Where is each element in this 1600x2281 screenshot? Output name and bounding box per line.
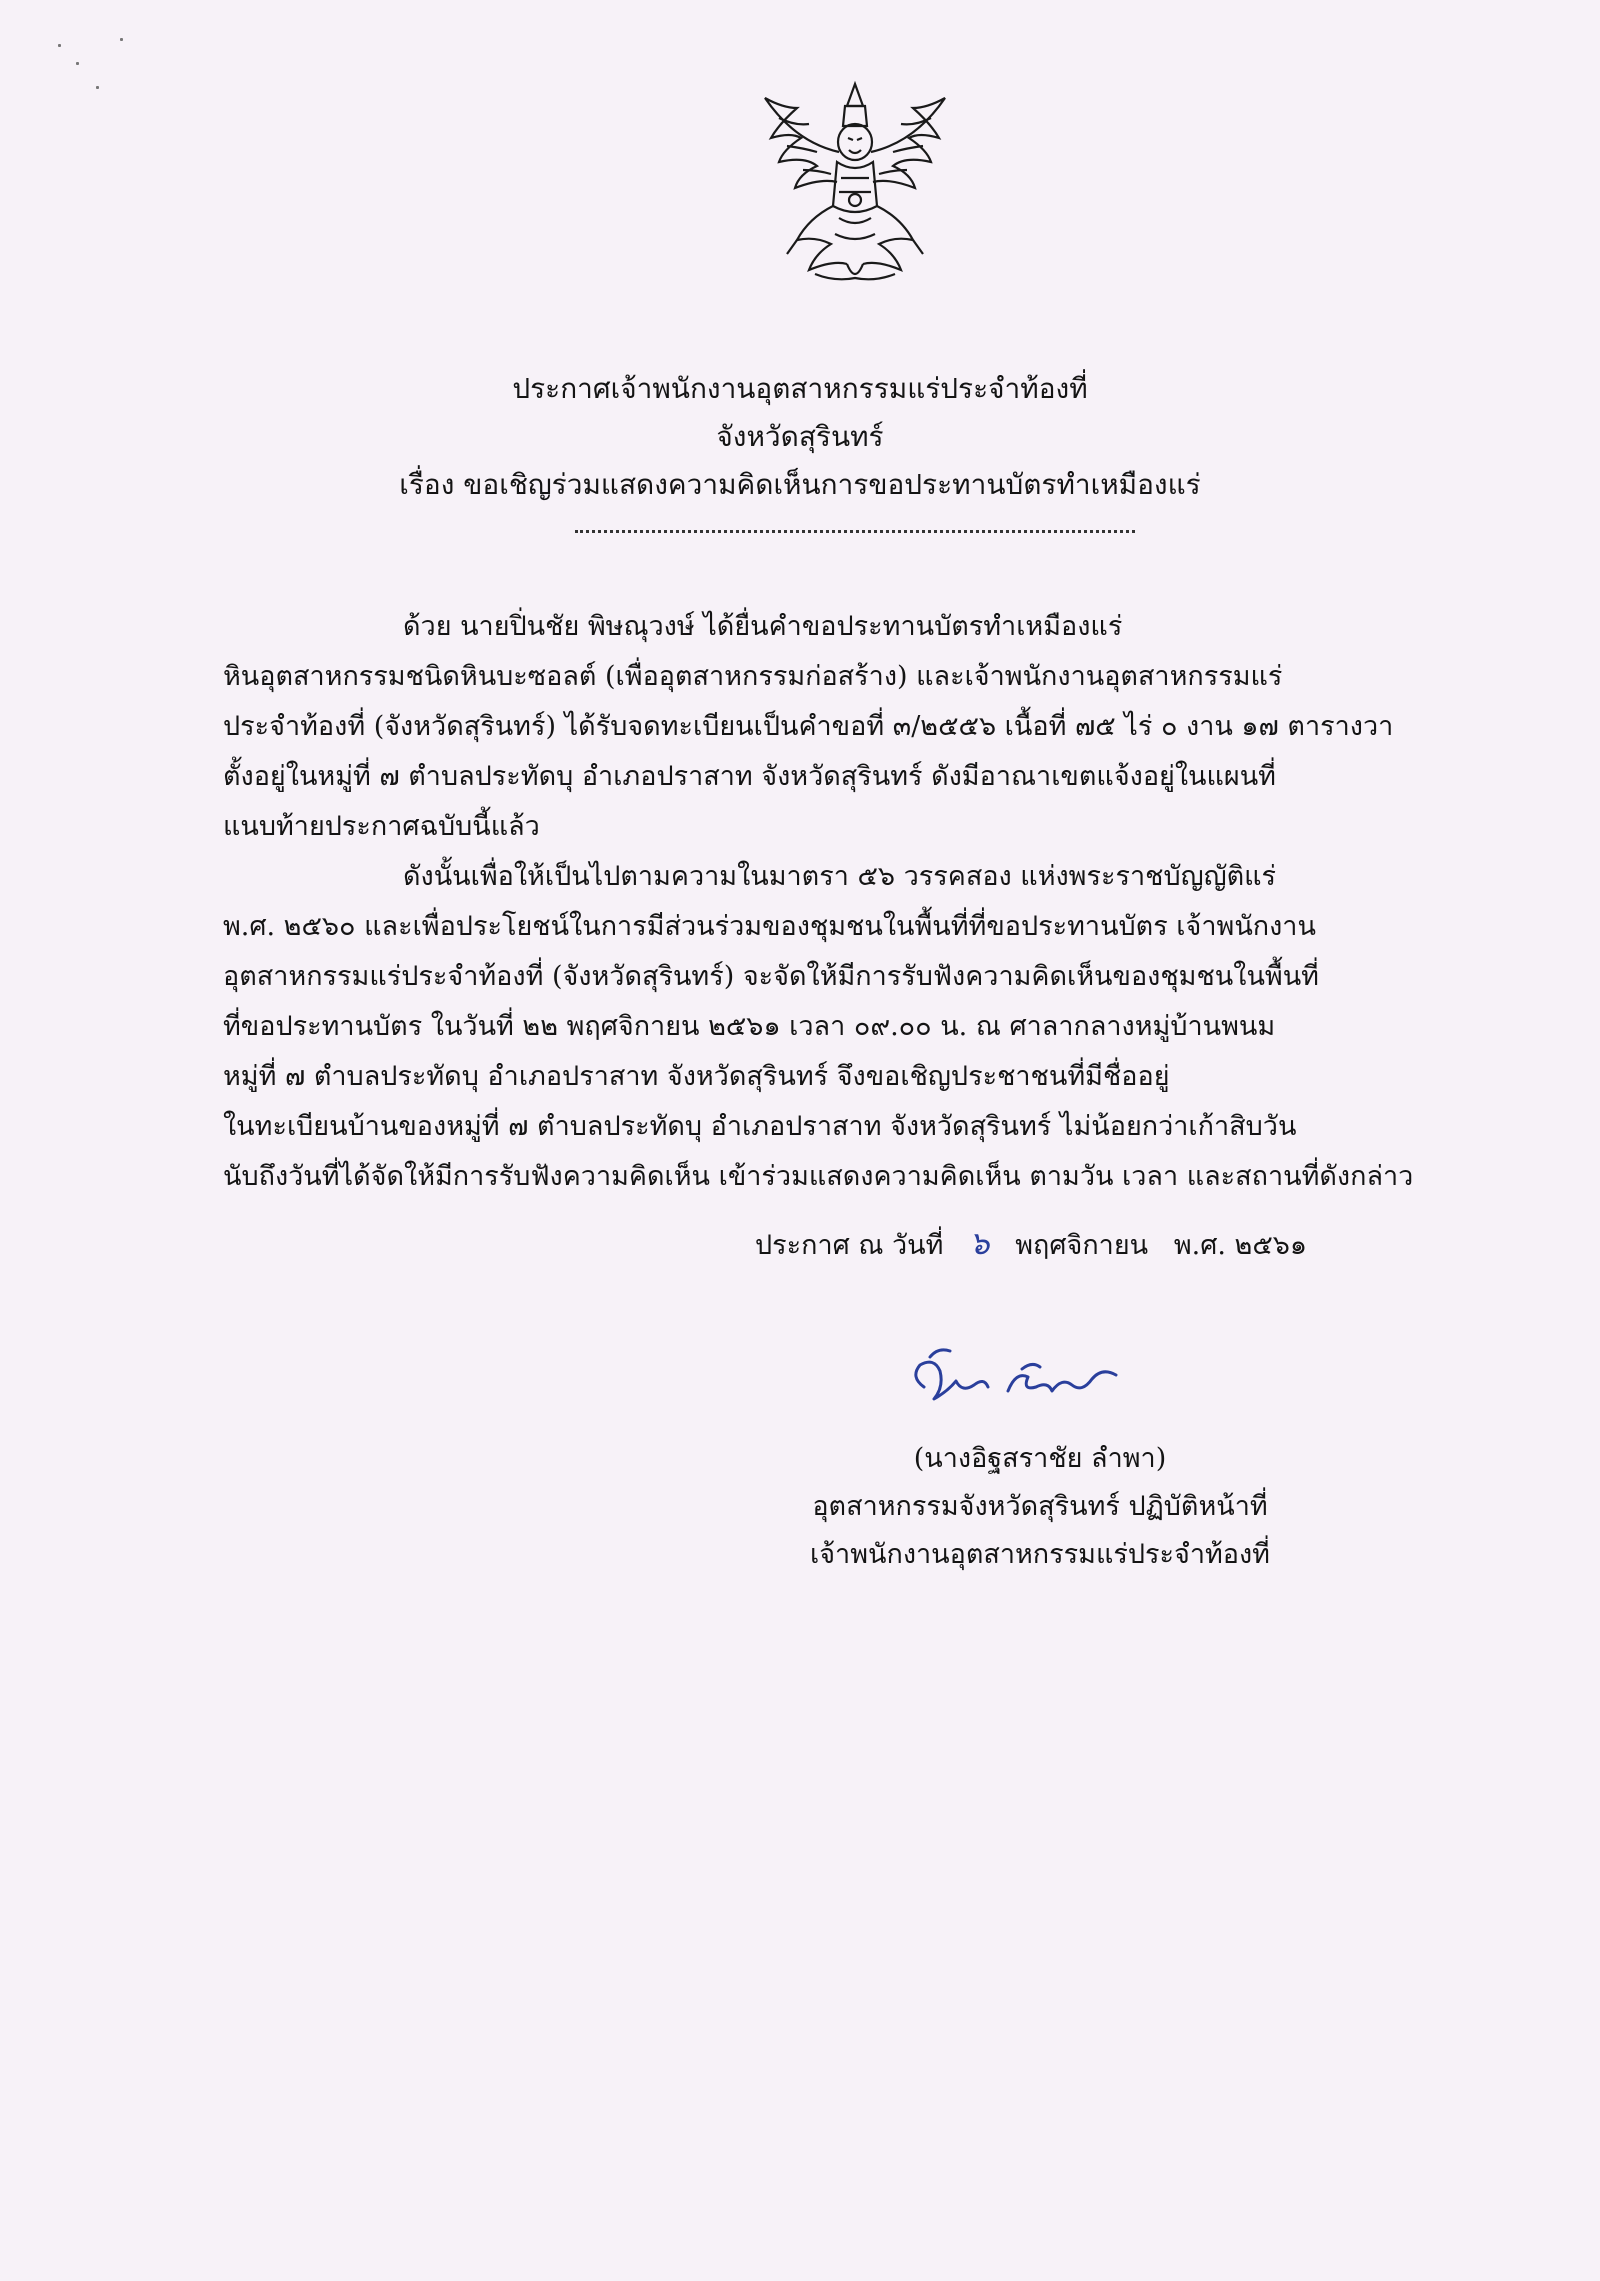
paragraph-line: หินอุตสาหกรรมชนิดหินบะซอลต์ (เพื่ออุตสาหกรรมก่อสร้าง) และเจ้าพนักงานอุตสาหกรรมแร่ (223, 661, 1283, 692)
date-day-handwritten: ๖ (969, 1224, 990, 1262)
paragraph-1 (223, 602, 1423, 852)
handwritten-signature (890, 1335, 1150, 1435)
signer-title: เจ้าพนักงานอุตสาหกรรมแร่ประจำท้องที่ (810, 1539, 1270, 1570)
signature-block (740, 1435, 1340, 1579)
paragraph-line: ดังนั้นเพื่อให้เป็นไปตามความในมาตรา ๕๖ วรรคสอง แห่งพระราชบัญญัติแร่ (403, 861, 1277, 892)
header-subject: เรื่อง ขอเชิญร่วมแสดงความคิดเห็นการขอประทานบัตรทำเหมืองแร่ (399, 468, 1201, 501)
paragraph-line: แนบท้ายประกาศฉบับนี้แล้ว (223, 811, 540, 842)
paragraph-line: ประจำท้องที่ (จังหวัดสุรินทร์) ได้รับจดทะเบียนเป็นคำขอที่ ๓/๒๕๕๖ เนื้อที่ ๗๕ ไร่ ๐ งาน ๑๗ ตารางวา (223, 711, 1394, 742)
date-year: พ.ศ. ๒๕๖๑ (1173, 1230, 1308, 1261)
paragraph-line: ด้วย นายปิ่นชัย พิษณุวงษ์ ได้ยื่นคำขอประทานบัตรทำเหมืองแร่ (403, 611, 1123, 642)
paragraph-line: ที่ขอประทานบัตร ในวันที่ ๒๒ พฤศจิกายน ๒๕๖๑ เวลา ๐๙.๐๐ น. ณ ศาลากลางหมู่บ้านพนม (223, 1011, 1276, 1042)
header-province: จังหวัดสุรินทร์ (716, 420, 884, 453)
paragraph-line: อุตสาหกรรมแร่ประจำท้องที่ (จังหวัดสุรินทร์) จะจัดให้มีการรับฟังความคิดเห็นของชุมชนในพื้นที่ (223, 961, 1319, 992)
paragraph-line: หมู่ที่ ๗ ตำบลประทัดบุ อำเภอปราสาท จังหวัดสุรินทร์ จึงขอเชิญประชาชนที่มีชื่ออยู่ (223, 1061, 1170, 1092)
paragraph-line: ตั้งอยู่ในหมู่ที่ ๗ ตำบลประทัดบุ อำเภอปราสาท จังหวัดสุรินทร์ ดังมีอาณาเขตแจ้งอยู่ในแผนที่ (223, 761, 1276, 792)
scan-speck (76, 62, 79, 65)
scan-speck (96, 86, 99, 89)
date-prefix: ประกาศ ณ วันที่ (755, 1230, 944, 1261)
paragraph-line: นับถึงวันที่ได้จัดให้มีการรับฟังความคิดเห็น เข้าร่วมแสดงความคิดเห็น ตามวัน เวลา และสถานที่ดังกล่าว (223, 1161, 1414, 1192)
scan-speck (58, 44, 61, 47)
date-month: พฤศจิกายน (1015, 1230, 1149, 1261)
announcement-date (755, 1218, 1307, 1269)
paragraph-2 (223, 852, 1423, 1202)
scan-speck (120, 38, 123, 41)
signer-position: อุตสาหกรรมจังหวัดสุรินทร์ ปฏิบัติหน้าที่ (812, 1491, 1268, 1522)
garuda-emblem-icon (735, 78, 975, 290)
paragraph-line: ในทะเบียนบ้านของหมู่ที่ ๗ ตำบลประทัดบุ อำเภอปราสาท จังหวัดสุรินทร์ ไม่น้อยกว่าเก้าสิบวัน (223, 1111, 1297, 1142)
paragraph-line: พ.ศ. ๒๕๖๐ และเพื่อประโยชน์ในการมีส่วนร่วมของชุมชนในพื้นที่ที่ขอประทานบัตร เจ้าพนักงาน (223, 911, 1316, 942)
signer-name: (นางอิฐสราชัย ลำพา) (913, 1443, 1167, 1474)
announcement-header (0, 365, 1600, 509)
dotted-divider (575, 530, 1135, 533)
header-title: ประกาศเจ้าพนักงานอุตสาหกรรมแร่ประจำท้องที่ (512, 372, 1088, 405)
